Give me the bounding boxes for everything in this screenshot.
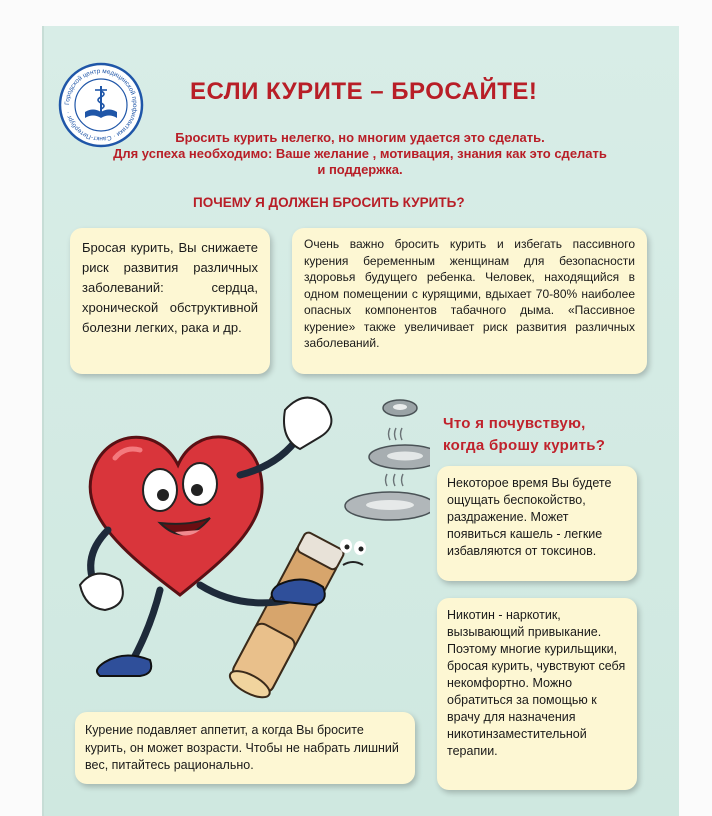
card-disease-risk <box>70 228 270 374</box>
smoke-icon <box>345 400 430 520</box>
intro-line: Для успеха необходимо: Ваше желание , мотивация, знания как это сделать <box>113 146 607 161</box>
feelings-heading <box>443 413 605 457</box>
card-nicotine-text: Никотин - наркотик, вызывающий привыкание. Поэтому многие курильщики, бросая курить, чувствуют себя некомфортно. Можно обратиться за помощью к врачу для назначения никотинзаместительной терапии. <box>447 608 626 758</box>
card-passive-smoking <box>292 228 647 374</box>
card-appetite-text: Курение подавляет аппетит, а когда Вы бросите курить, он может возрасти. Чтобы не набрать лишний вес, питайтесь рационально. <box>85 723 399 772</box>
heart-kicking-cigarette-illustration <box>60 380 430 705</box>
intro-line: Бросить курить нелегко, но многим удается это сделать. <box>175 130 545 145</box>
poster-title: ЕСЛИ КУРИТЕ – БРОСАЙТЕ! <box>190 78 538 105</box>
feelings-heading-line: Что я почувствую, <box>443 415 586 432</box>
card-appetite <box>75 712 415 784</box>
why-quit-heading: ПОЧЕМУ Я ДОЛЖЕН БРОСИТЬ КУРИТЬ? <box>193 195 465 210</box>
feelings-heading-line: когда брошу курить? <box>443 437 606 454</box>
card-passive-smoking-text: Очень важно бросить курить и избегать пассивного курения беременным женщинам для безопасности здоровья будущего ребенка. Человек, находящийся в одном помещении с курящими, вдыхает 70-80% наиболее опасных компонентов табачного дыма. «Пассивное курение» также увеличивает риск развития различных заболеваний. <box>304 237 635 350</box>
card-disease-risk-text: Бросая курить, Вы снижаете риск развития различных заболеваний: сердца, хронической обструктивной болезни легких, рака и др. <box>82 240 258 335</box>
card-nicotine <box>437 598 637 790</box>
logo-ring-text: Городской центр медицинской профилактики · Санкт-Петербург · <box>63 67 139 143</box>
card-withdrawal <box>437 466 637 581</box>
intro-text <box>60 130 660 178</box>
intro-line: и поддержка. <box>317 162 403 177</box>
cigarette-icon <box>226 531 366 703</box>
card-withdrawal-text: Некоторое время Вы будете ощущать беспокойство, раздражение. Может появиться кашель - легкие избавляются от токсинов. <box>447 476 612 558</box>
